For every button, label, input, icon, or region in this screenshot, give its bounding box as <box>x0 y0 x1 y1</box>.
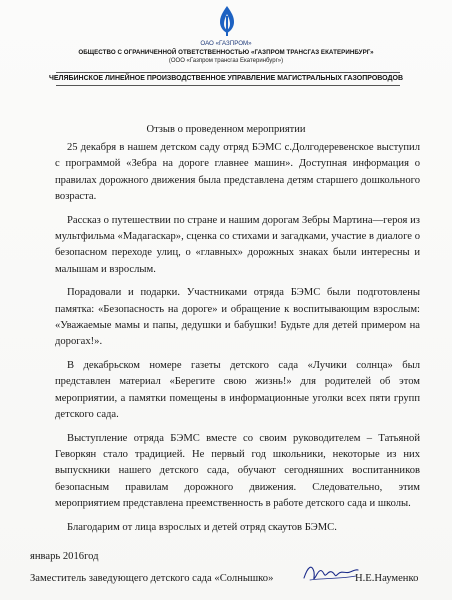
letterhead-divider-top <box>56 72 400 73</box>
letter-paragraph: Порадовали и подарки. Участниками отряда БЭМС были подготовлены памятка: «Безопасность на дороге» и обращение к воспитывающим взрослым: «Уважаемые мамы и папы, дедушки и бабушки! Будьте для детей примером на дорогах!». <box>55 287 420 348</box>
letter-title: Отзыв о проведенном мероприятии <box>146 124 306 135</box>
letterhead-divider-bottom <box>56 85 400 86</box>
handwritten-signature-icon <box>300 558 360 588</box>
signer-position: Заместитель заведующего детского сада «Солнышко» <box>30 573 274 584</box>
gazprom-flame-icon <box>210 4 244 38</box>
letterhead-org-full: ОБЩЕСТВО С ОГРАНИЧЕННОЙ ОТВЕТСТВЕННОСТЬЮ «ГАЗПРОМ ТРАНСГАЗ ЕКАТЕРИНБУРГ» <box>78 49 374 56</box>
letter-paragraph: В декабрьском номере газеты детского сада «Лучики солнца» был представлен материал «Берегите свою жизнь!» для родителей об этом мероприятии, а памятки помещены в информационные уголки всех пяти групп детского сада. <box>55 359 420 421</box>
letterhead-division: ЧЕЛЯБИНСКОЕ ЛИНЕЙНОЕ ПРОИЗВОДСТВЕННОЕ УПРАВЛЕНИЕ МАГИСТРАЛЬНЫХ ГАЗОПРОВОДОВ <box>48 75 404 82</box>
letter-paragraph: 25 декабря в нашем детском саду отряд БЭМС с.Долгодеревенское выступил с программой «Зебра на дороге главнее машин». Доступная информация о правилах дорожного движения была представлена детям старшего дошкольного возраста. <box>55 142 420 203</box>
letter-paragraph: Рассказ о путешествии по стране и нашим дорогам Зебры Мартина—героя из мультфильма «Мадагаскар», сценка со стихами и загадками, участие в диалоге о безопасном переходе улиц, о «главных» дорожных знаках были интересны и малышам и взрослым. <box>55 214 420 275</box>
letter-paragraph: Благодарим от лица взрослых и детей отряд скаутов БЭМС. <box>67 521 337 533</box>
letter-paragraph: Выступление отряда БЭМС вместе со своим руководителем – Татьяной Геворкян стало традицией. Не первый год школьники, некоторые из них выпускники нашего детского сада, обучают сегодняшних воспитанников безопасным правилам дорожного движения. Следовательно, этим мероприятием представлена преемственность в работе детского сада и школы. <box>55 432 420 510</box>
letter-body <box>55 140 420 543</box>
signer-name: Н.Е.Науменко <box>355 573 419 584</box>
letterhead-org-short: ОАО «ГАЗПРОМ» <box>200 40 252 47</box>
letterhead-org-abbr: (ООО «Газпром трансгаз Екатеринбург») <box>168 58 284 64</box>
letter-date: январь 2016год <box>30 551 99 562</box>
